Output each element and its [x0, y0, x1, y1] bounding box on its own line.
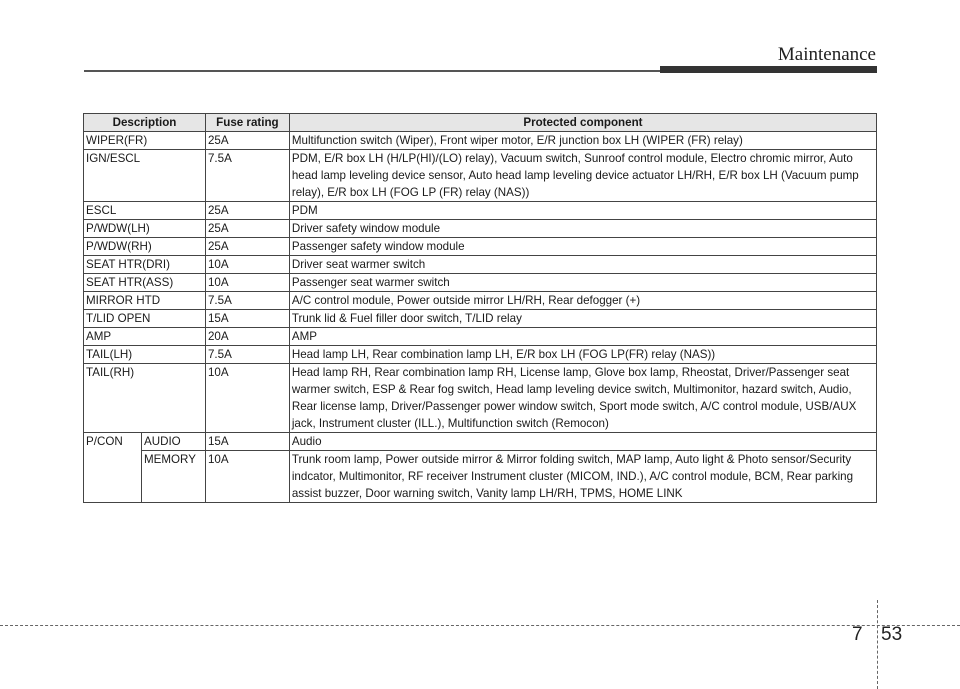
column-header: Protected component [289, 114, 876, 132]
fuse-sub-description: MEMORY [141, 451, 205, 503]
footer-rule [0, 625, 960, 626]
column-header: Description [84, 114, 206, 132]
fuse-rating: 25A [205, 202, 289, 220]
protected-component: Multifunction switch (Wiper), Front wiper motor, E/R junction box LH (WIPER (FR) relay) [289, 132, 876, 150]
protected-component: Trunk lid & Fuel filler door switch, T/LID relay [289, 310, 876, 328]
fuse-rating: 25A [205, 238, 289, 256]
header-rule-accent [660, 66, 877, 73]
table-row [84, 451, 877, 503]
protected-component: AMP [289, 328, 876, 346]
fuse-description: SEAT HTR(DRI) [84, 256, 206, 274]
table-row [84, 202, 877, 220]
protected-component: Passenger safety window module [289, 238, 876, 256]
fuse-rating: 7.5A [205, 346, 289, 364]
fuse-sub-description: AUDIO [141, 433, 205, 451]
fuse-rating: 10A [205, 451, 289, 503]
table-row [84, 220, 877, 238]
chapter-number: 7 [852, 624, 863, 645]
fuse-description: IGN/ESCL [84, 150, 206, 202]
table-row [84, 238, 877, 256]
table-row [84, 346, 877, 364]
fuse-description: T/LID OPEN [84, 310, 206, 328]
fuse-rating: 15A [205, 310, 289, 328]
table-row [84, 292, 877, 310]
protected-component: Head lamp LH, Rear combination lamp LH, E/R box LH (FOG LP(FR) relay (NAS)) [289, 346, 876, 364]
table-row [84, 274, 877, 292]
table-row [84, 132, 877, 150]
table-row [84, 256, 877, 274]
fuse-group-label: P/CON [84, 433, 142, 503]
header-rule [84, 70, 664, 72]
protected-component: Driver safety window module [289, 220, 876, 238]
protected-component: Trunk room lamp, Power outside mirror & Mirror folding switch, MAP lamp, Auto light & Photo sensor/Security indcator, Multimonitor, RF receiver Instrument cluster (MICOM, IND.), A/C control module, BCM, Rear parking assist buzzer, Door warning switch, Vanity lamp LH/RH, TPMS, HOME LINK [289, 451, 876, 503]
fuse-description: MIRROR HTD [84, 292, 206, 310]
protected-component: PDM [289, 202, 876, 220]
fuse-rating: 7.5A [205, 292, 289, 310]
fuse-description: P/WDW(RH) [84, 238, 206, 256]
table-row [84, 328, 877, 346]
protected-component: Audio [289, 433, 876, 451]
fuse-description: P/WDW(LH) [84, 220, 206, 238]
protected-component: A/C control module, Power outside mirror LH/RH, Rear defogger (+) [289, 292, 876, 310]
fuse-rating: 25A [205, 132, 289, 150]
protected-component: PDM, E/R box LH (H/LP(HI)/(LO) relay), Vacuum switch, Sunroof control module, Electro chromic mirror, Auto head lamp leveling device sensor, Auto head lamp leveling device actuator LH/RH, E/R box LH (Vacuum pump relay), E/R box LH (FOG LP (FR) relay (NAS)) [289, 150, 876, 202]
table-row [84, 433, 877, 451]
section-title: Maintenance [777, 44, 876, 65]
protected-component: Driver seat warmer switch [289, 256, 876, 274]
table-body [84, 132, 877, 503]
fuse-rating: 10A [205, 256, 289, 274]
fuse-description: TAIL(LH) [84, 346, 206, 364]
fuse-description: TAIL(RH) [84, 364, 206, 433]
table-row [84, 364, 877, 433]
protected-component: Passenger seat warmer switch [289, 274, 876, 292]
fuse-rating: 10A [205, 274, 289, 292]
fuse-description: SEAT HTR(ASS) [84, 274, 206, 292]
fuse-description: WIPER(FR) [84, 132, 206, 150]
fuse-rating: 25A [205, 220, 289, 238]
page-number: 53 [881, 624, 903, 645]
fuse-table [83, 113, 877, 503]
footer-divider [877, 600, 878, 689]
fuse-description: AMP [84, 328, 206, 346]
protected-component: Head lamp RH, Rear combination lamp RH, License lamp, Glove box lamp, Rheostat, Driver/Passenger seat warmer switch, ESP & Rear fog switch, Head lamp leveling device switch, Multimonitor, hazard switch, Audio, Rear license lamp, Driver/Passenger power window switch, Sport mode switch, A/C control module, USB/AUX jack, Instrument cluster (ILL.), Multifunction switch (Remocon) [289, 364, 876, 433]
table-row [84, 150, 877, 202]
table-row [84, 310, 877, 328]
column-header: Fuse rating [205, 114, 289, 132]
table-header-row [84, 114, 877, 132]
fuse-rating: 15A [205, 433, 289, 451]
fuse-rating: 7.5A [205, 150, 289, 202]
fuse-rating: 20A [205, 328, 289, 346]
fuse-rating: 10A [205, 364, 289, 433]
fuse-description: ESCL [84, 202, 206, 220]
